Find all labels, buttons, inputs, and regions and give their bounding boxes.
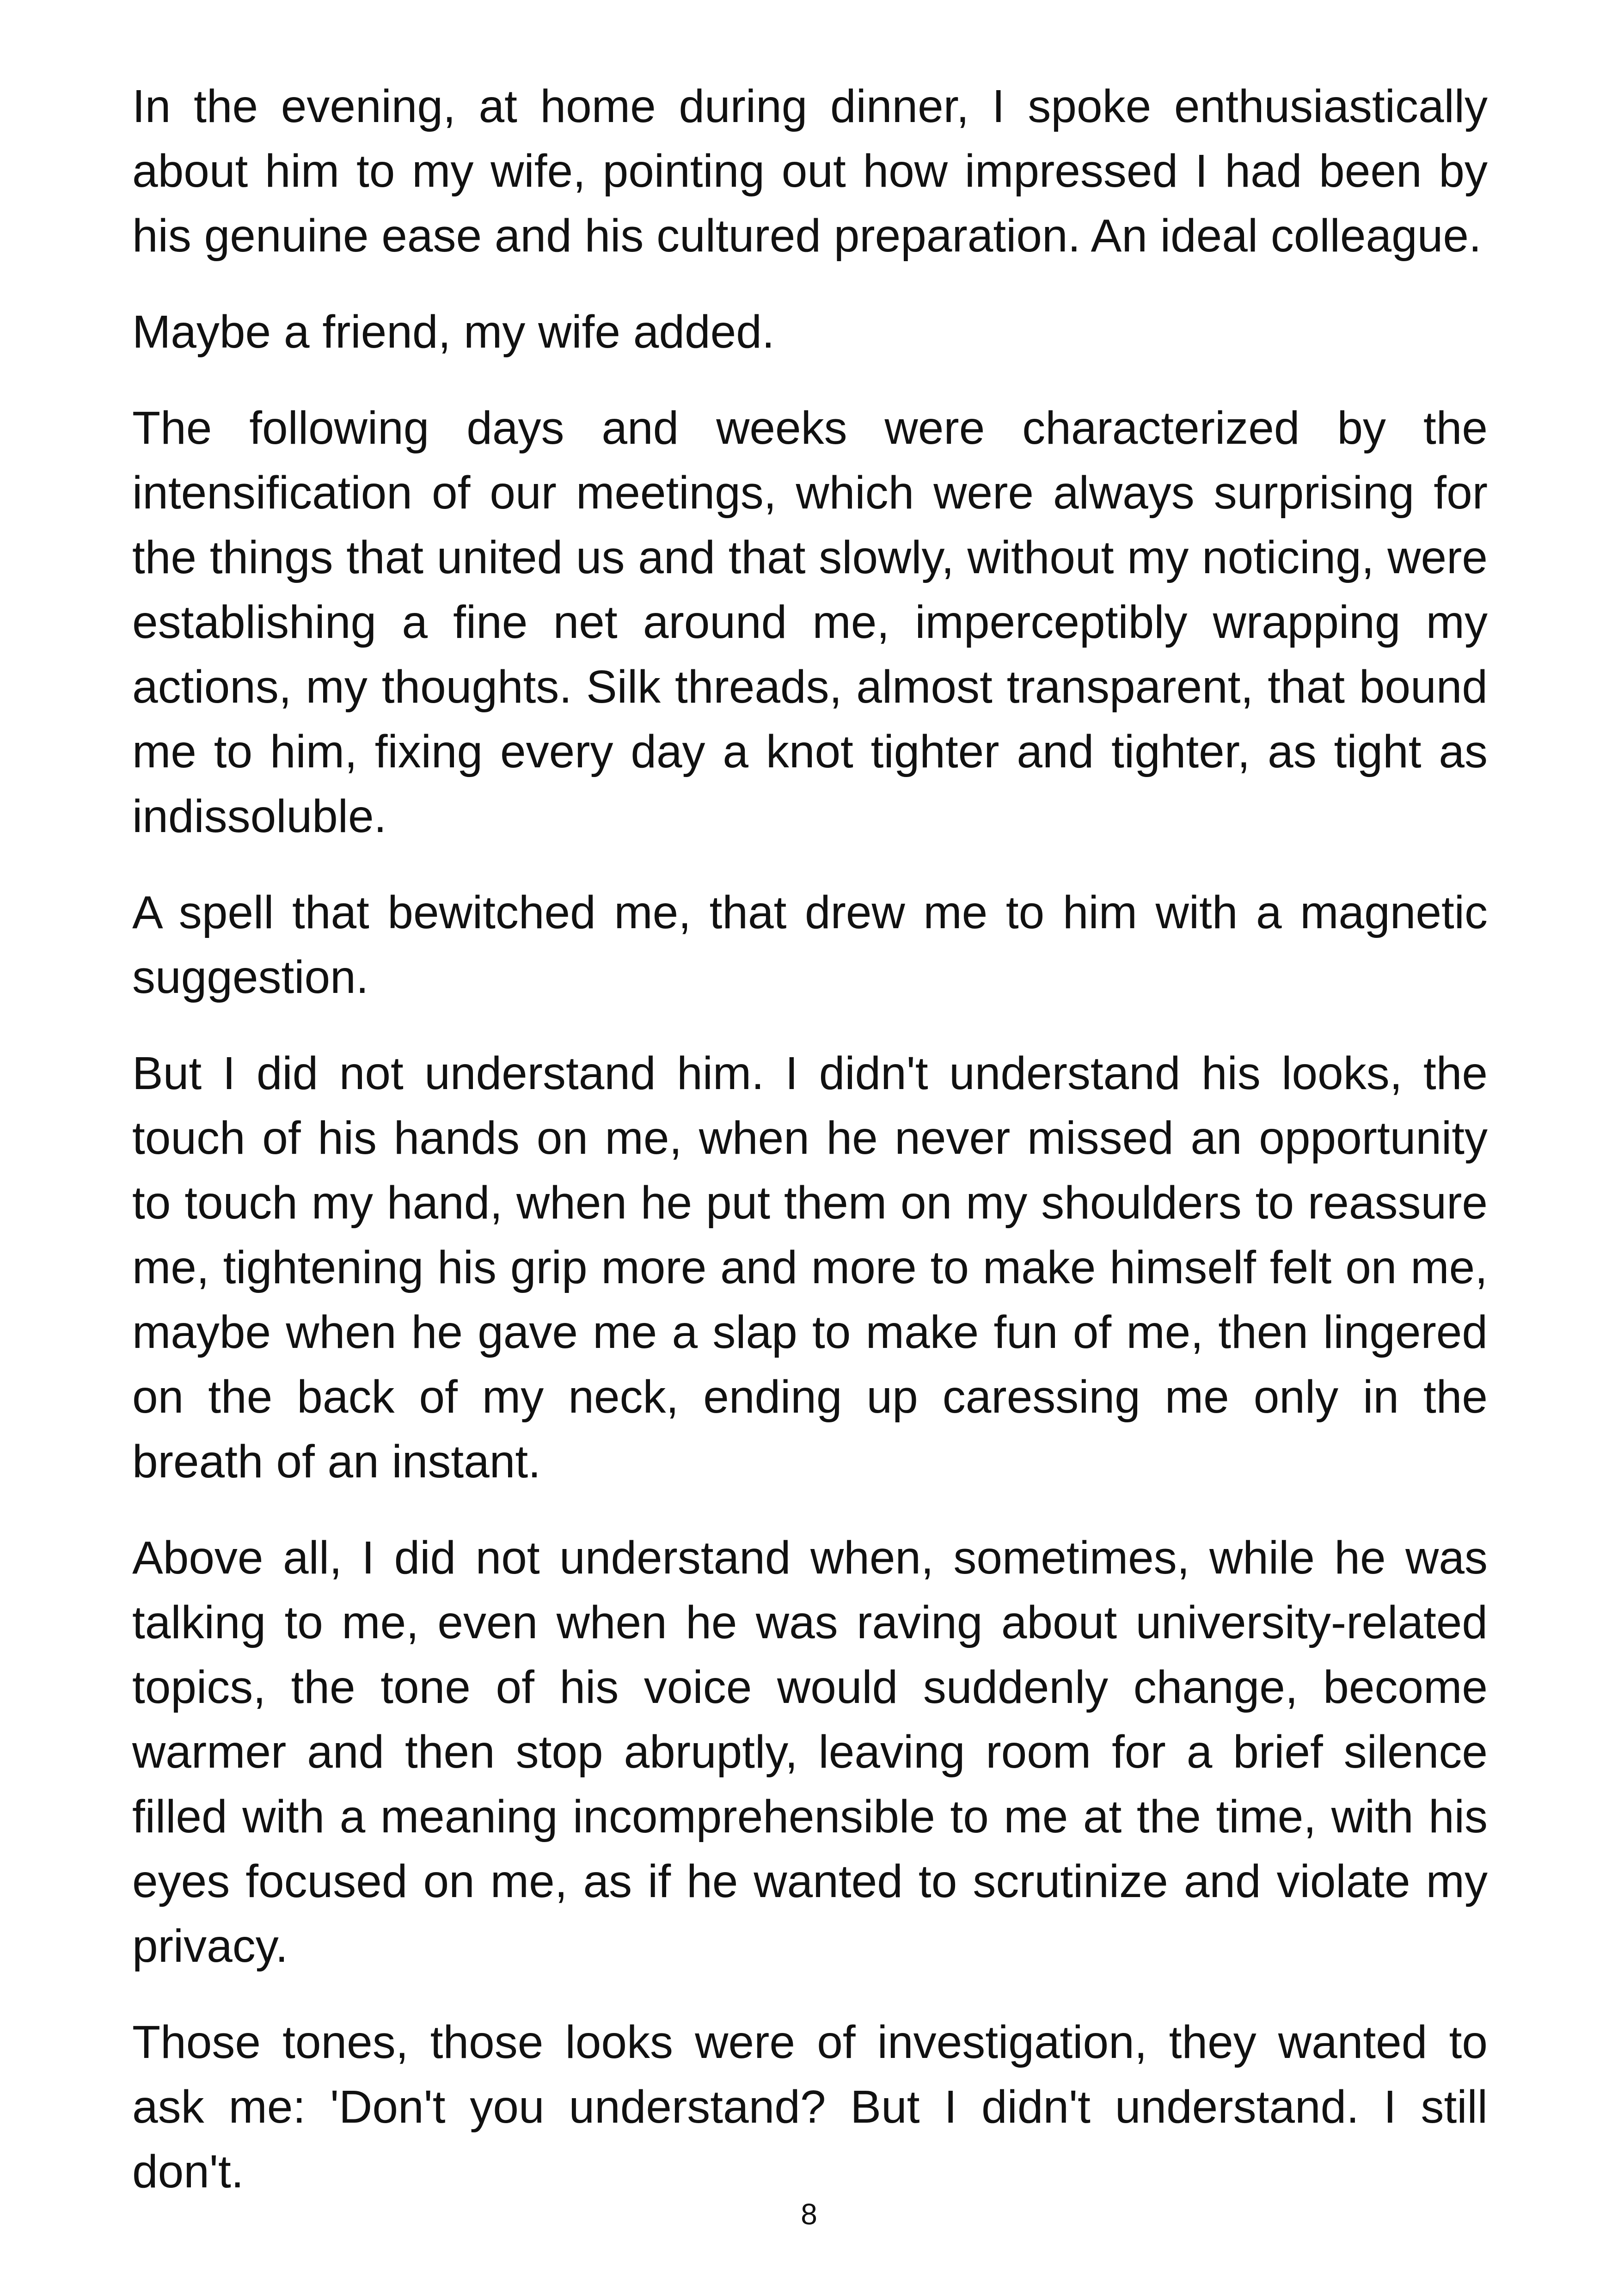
paragraph: Above all, I did not understand when, sometimes, while he was talking to me, even when he was raving about university-related topics, the tone of his voice would suddenly change, become warmer and then stop abruptly, leaving room for a brief silence filled with a meaning incomprehensible to me at the time, with his eyes focused on me, as if he wanted to scrutinize and violate my privacy.: [132, 1532, 1488, 1972]
paragraph: Those tones, those looks were of investigation, they wanted to ask me: 'Don't you understand? But I didn't understand. I still don't.: [132, 2016, 1488, 2198]
paragraph: But I did not understand him. I didn't understand his looks, the touch of his hands on me, when he never missed an opportunity to touch my hand, when he put them on my shoulders to reassure me, tightening his grip more and more to make himself felt on me, maybe when he gave me a slap to make fun of me, then lingered on the back of my neck, ending up caressing me only in the breath of an instant.: [132, 1047, 1488, 1488]
body-text: [132, 74, 1488, 2235]
paragraph: The following days and weeks were characterized by the intensification of our meetings, which were always surprising for the things that united us and that slowly, without my noticing, were establishing a fine net around me, imperceptibly wrapping my actions, my thoughts. Silk threads, almost transparent, that bound me to him, fixing every day a knot tighter and tighter, as tight as indissoluble.: [132, 402, 1488, 842]
paragraph: A spell that bewitched me, that drew me to him with a magnetic suggestion.: [132, 887, 1488, 1003]
page-number: 8: [801, 2198, 817, 2231]
paragraph: In the evening, at home during dinner, I spoke enthusiastically about him to my wife, pointing out how impressed I had been by his genuine ease and his cultured preparation. An ideal colleague.: [132, 80, 1488, 262]
paragraph: Maybe a friend, my wife added.: [132, 306, 775, 358]
